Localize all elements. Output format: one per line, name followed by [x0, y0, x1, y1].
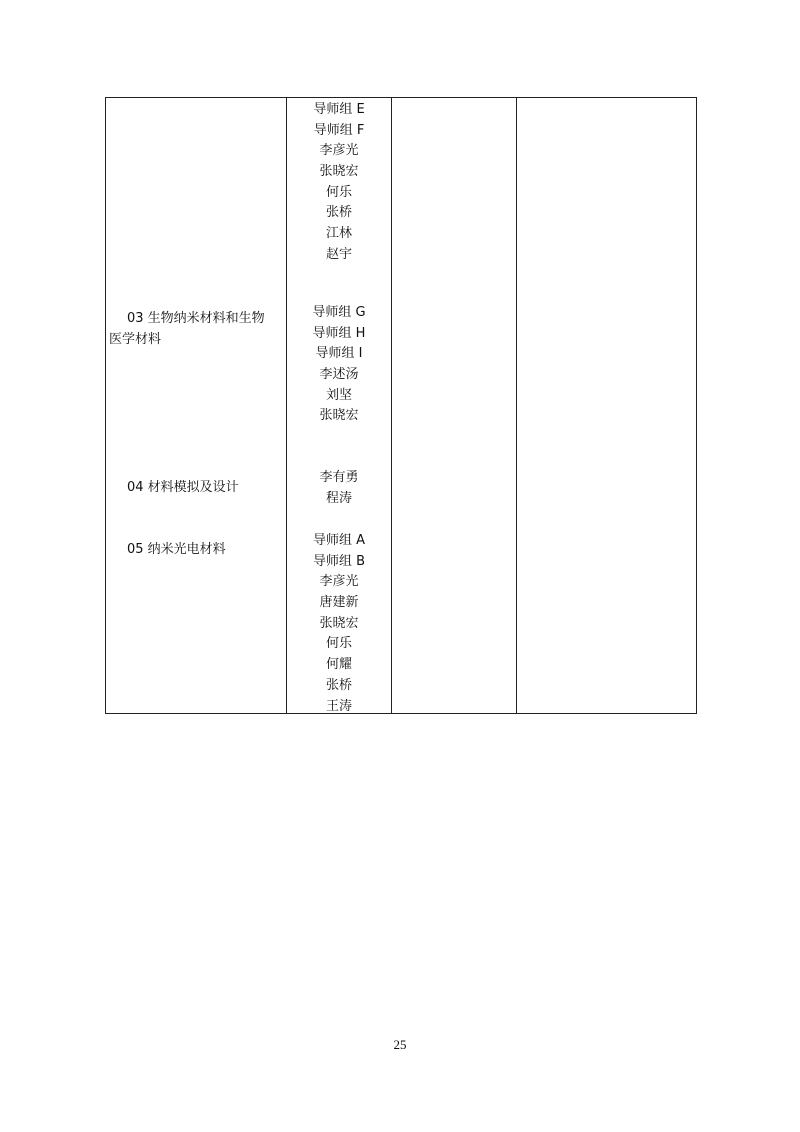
advisor-name: 唐建新 [319, 595, 359, 611]
advisor-list [287, 303, 391, 427]
advisor-name: 导师组 I [315, 346, 363, 362]
direction-text: 医学材料 [109, 332, 162, 347]
advisor-name: 江林 [325, 226, 352, 242]
advisor-name: 李彦光 [319, 143, 359, 159]
advisor-name: 张晓宏 [319, 164, 359, 180]
research-direction-05: 05 纳米光电材料 [127, 542, 226, 557]
advisor-name: 李有勇 [319, 470, 359, 485]
advisor-name: 张晓宏 [319, 408, 359, 424]
advisor-list [287, 468, 391, 509]
advisor-name: 何耀 [325, 657, 352, 673]
advisor-name: 刘坚 [325, 387, 352, 403]
research-direction-03 [106, 308, 286, 350]
page-number: 25 [393, 1037, 407, 1052]
advisor-name: 导师组 E [313, 102, 365, 117]
advisor-name: 导师组 H [312, 325, 366, 341]
column-divider [391, 98, 392, 713]
advisor-list [287, 100, 391, 266]
advisor-name: 导师组 B [312, 553, 366, 569]
advisor-name: 导师组 F [313, 122, 365, 138]
advisor-name: 张桥 [325, 205, 352, 221]
program-table [105, 97, 697, 714]
advisor-name: 程涛 [325, 490, 352, 506]
advisor-name: 王涛 [325, 698, 352, 714]
advisor-name: 张晓宏 [319, 615, 359, 631]
advisor-name: 何乐 [325, 184, 352, 200]
research-direction-04: 04 材料模拟及设计 [127, 480, 239, 495]
advisor-name: 导师组 A [312, 533, 366, 548]
advisor-name: 李述汤 [319, 367, 359, 383]
advisor-name: 张桥 [325, 677, 352, 693]
direction-text: 03 生物纳米材料和生物 [127, 311, 265, 326]
advisor-name: 导师组 G [312, 305, 366, 320]
advisor-list [287, 531, 391, 717]
advisor-name: 赵宇 [325, 246, 352, 262]
column-divider [516, 98, 517, 713]
advisor-name: 何乐 [325, 636, 352, 652]
advisor-name: 李彦光 [319, 574, 359, 590]
